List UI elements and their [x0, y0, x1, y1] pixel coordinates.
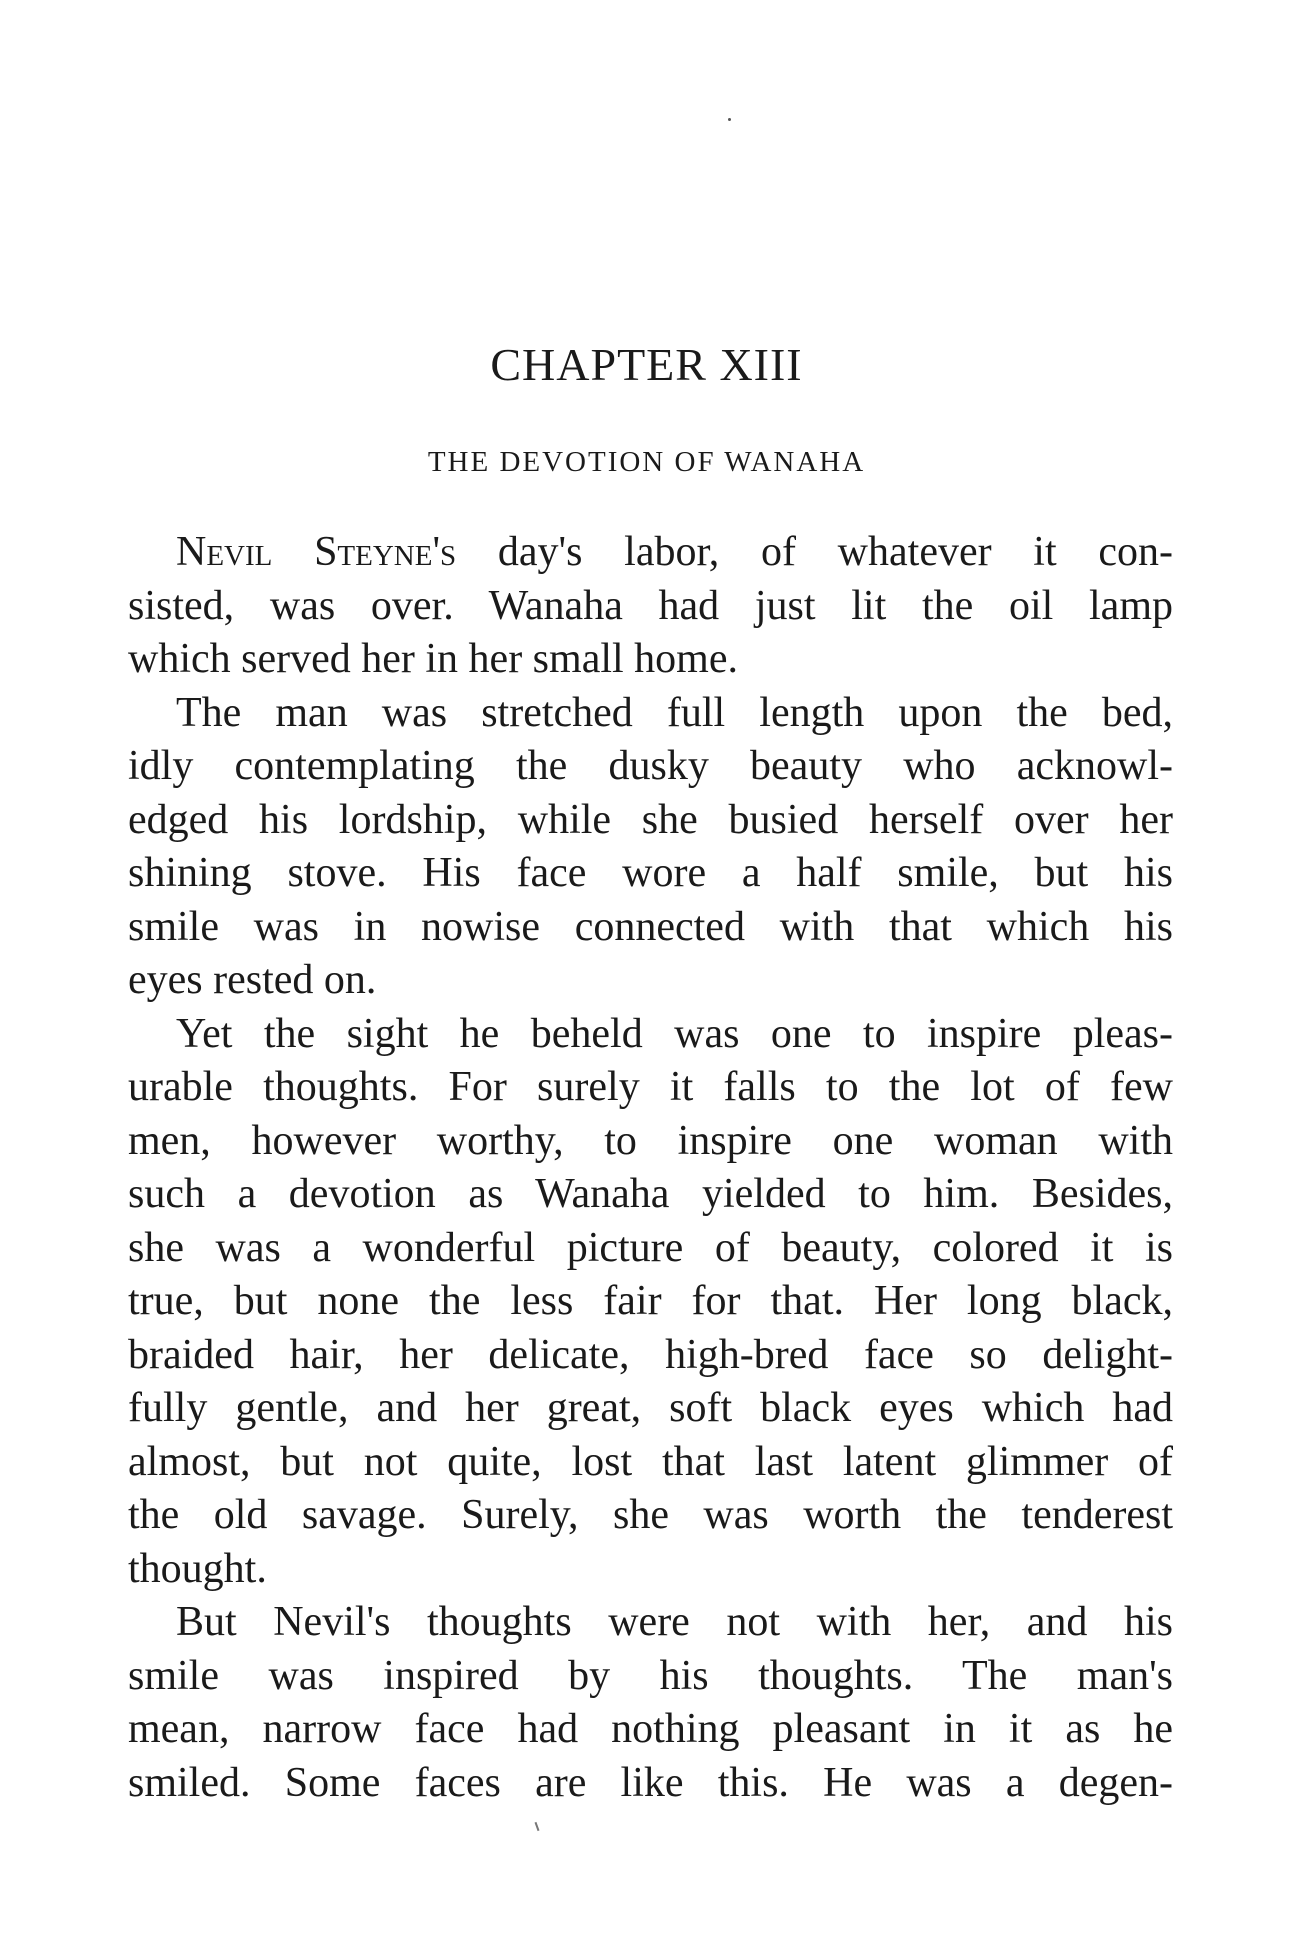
chapter-subtitle: THE DEVOTION OF WANAHA: [427, 446, 866, 478]
text-line: smile was in nowise connected with that which his: [128, 903, 1173, 950]
text-line: fully gentle, and her great, soft black eyes which had: [128, 1385, 1173, 1431]
text-line: edged his lordship, while she busied herself over her: [128, 796, 1173, 843]
text-line: The man was stretched full length upon the bed,: [176, 689, 1173, 736]
text-line: men, however worthy, to inspire one woman with: [128, 1117, 1173, 1164]
text-line: shining stove. His face wore a half smile, but his: [128, 850, 1173, 896]
text-line: sisted, was over. Wanaha had just lit the oil lamp: [128, 582, 1173, 629]
ink-speck: [535, 1822, 540, 1831]
ink-speck: [728, 118, 731, 121]
chapter-title: CHAPTER XIII: [490, 339, 803, 390]
opening-name: Nevil Steyne's: [176, 529, 457, 575]
text-line: [128, 526, 1173, 580]
text-line: Yet the sight he beheld was one to inspire pleas-: [176, 1010, 1173, 1057]
text-line: But Nevil's thoughts were not with her, and his: [176, 1599, 1173, 1645]
text-line: she was a wonderful picture of beauty, colored it is: [128, 1224, 1173, 1271]
text-line: almost, but not quite, lost that last latent glimmer of: [128, 1438, 1173, 1485]
text-line: urable thoughts. For surely it falls to the lot of few: [128, 1064, 1173, 1110]
opening-rest: day's labor, of whatever it con-: [456, 529, 1173, 575]
text-line: smiled. Some faces are like this. He was a degen-: [128, 1759, 1173, 1806]
body-text: [128, 526, 1173, 1810]
text-line: the old savage. Surely, she was worth the tenderest: [128, 1492, 1173, 1538]
text-line: true, but none the less fair for that. Her long black,: [128, 1278, 1173, 1324]
text-line: idly contemplating the dusky beauty who acknowl-: [128, 743, 1173, 789]
text-line: thought.: [128, 1545, 267, 1592]
text-line: mean, narrow face had nothing pleasant in it as he: [128, 1706, 1173, 1752]
text-line: which served her in her small home.: [128, 636, 738, 682]
text-line: eyes rested on.: [128, 957, 377, 1003]
text-line: smile was inspired by his thoughts. The man's: [128, 1652, 1173, 1699]
text-line: such a devotion as Wanaha yielded to him. Besides,: [128, 1171, 1173, 1217]
text-line: braided hair, her delicate, high-bred face so delight-: [128, 1331, 1173, 1378]
